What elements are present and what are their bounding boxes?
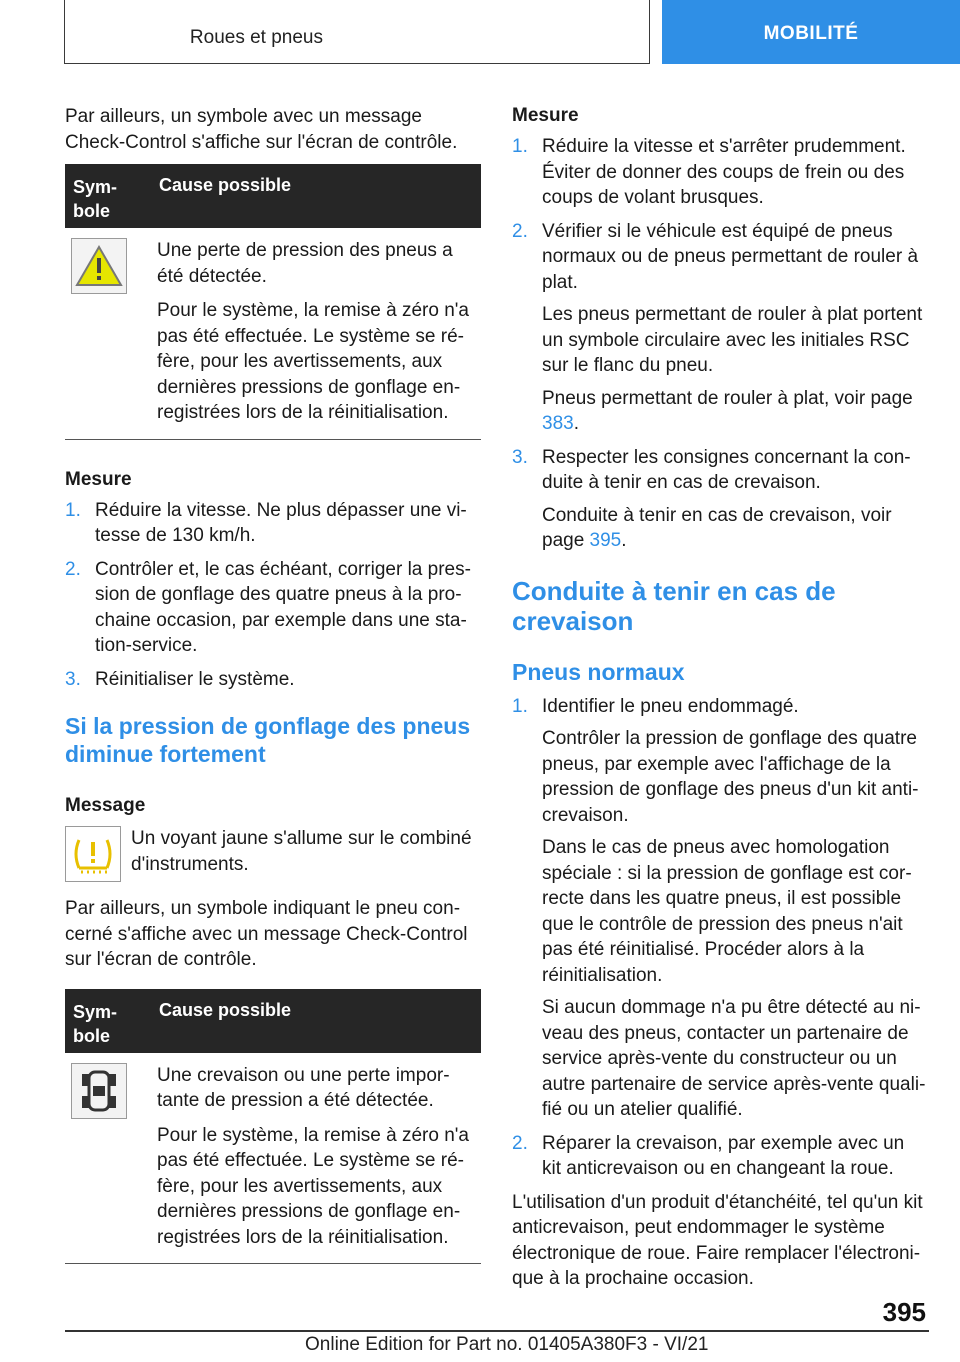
section-heading: Conduite à tenir en cas de crevaison — [512, 575, 836, 636]
intro-text: Par ailleurs, un symbole avec un message Check-Control s'affiche sur l'écran de contrôle. — [65, 106, 458, 153]
symbol-table-1 — [65, 164, 481, 440]
col-symbol-header: Sym- bole — [73, 1001, 118, 1046]
warning-triangle-icon — [71, 238, 127, 294]
list-item: 2. Vérifier si le véhicule est équipé de pneus normaux ou de pneus permettant de rouler à plat. Les pneus permettant de rouler à plat portent un symbole circulaire avec les initiales RSC sur le flanc du pneu. Pneus permettant de rouler à plat, voir page 383. — [512, 220, 923, 434]
list-item: 1. Réduire la vitesse et s'arrêter prudemment. Éviter de donner des coups de frein ou des coups de volant brusques. — [512, 136, 906, 208]
cause-text: Une crevaison ou une perte importante de pression a été détectée. — [157, 1064, 450, 1111]
col-cause-header: Cause possible — [159, 175, 292, 195]
tire-pressure-warning-icon — [65, 826, 121, 882]
table-header — [65, 164, 481, 228]
table-row — [65, 1053, 481, 1265]
section-heading: Si la pression de gonflage des pneus diminue fortement — [65, 713, 471, 767]
col-symbol-header: Sym- bole — [73, 177, 118, 221]
page-link[interactable]: 383 — [542, 413, 574, 434]
table-header — [65, 989, 481, 1053]
list-item: 1. Identifier le pneu endommagé. Contrôler la pression de gonflage des quatre pneus, par exemple avec l'affichage de la pression de gonflage des pneus d'un kit anticrevaison. Dans le cas de pneus avec homologation spéciale : si la pression de gonflage est correcte dans les quatre pneus, il est possible que le contrôle de pression des pneus n'ait pas été réinitialisé. Procéder alors à la réinitialisation. Si aucun dommage n'a pu être détecté au niveau des pneus, contacter un partenaire de service après-vente du constructeur ou un autre partenaire de service après-vente qualifié ou un atelier qualifié. — [512, 695, 926, 1120]
right-column — [512, 104, 928, 1301]
footer-edition: Online Edition for Part no. 01405A380F3 - VI/21 — [305, 1334, 709, 1355]
cause-text: Pour le système, la remise à zéro n'a pas été effectuée. Le système se réfère, pour les avertissements, aux dernières pressions de gonflage enregistrées lors de la réinitialisation. — [157, 1124, 469, 1248]
subsection-heading: Pneus normaux — [512, 658, 685, 685]
list-item: 3. Réinitialiser le système. — [65, 668, 295, 690]
mesure-title: Mesure — [65, 468, 132, 490]
list-item: 2. Réparer la crevaison, par exemple avec un kit anticrevaison ou en changeant la roue. — [512, 1132, 905, 1179]
list-item: 2. Contrôler et, le cas échéant, corriger la pression de gonflage des quatre pneus à la prochaine occasion, par exemple dans une station-service. — [65, 558, 471, 656]
list-item: 3. Respecter les consignes concernant la conduite à tenir en cas de crevaison. Conduite à tenir en cas de crevaison, voir page 395. — [512, 446, 911, 551]
closing-text: L'utilisation d'un produit d'étanchéité, tel qu'un kit anticrevaison, peut endommager le système électronique de roue. Faire remplacer l'électronique à la prochaine occasion. — [512, 1191, 923, 1289]
note-text: Par ailleurs, un symbole indiquant le pneu concerné s'affiche avec un message Check-Control sur l'écran de contrôle. — [65, 898, 468, 970]
footer-divider — [65, 1330, 929, 1332]
cause-text: Une perte de pression des pneus a été détectée. — [157, 240, 453, 287]
symbol-table-2 — [65, 989, 481, 1265]
cause-text: Pour le système, la remise à zéro n'a pas été effectuée. Le système se réfère, pour les avertissements, aux dernières pressions de gonflage enregistrées lors de la réinitialisation. — [157, 300, 469, 423]
car-tire-icon — [71, 1063, 127, 1119]
header-frame — [64, 0, 650, 64]
left-column — [65, 104, 481, 1264]
list-item: 1. Réduire la vitesse. Ne plus dépasser une vitesse de 130 km/h. — [65, 499, 467, 546]
table-row — [65, 228, 481, 440]
message-text: Un voyant jaune s'allume sur le combiné d'instruments. — [131, 828, 472, 875]
page-link[interactable]: 395 — [589, 530, 622, 551]
mesure-title: Mesure — [512, 105, 579, 126]
page-number: 395 — [882, 1297, 926, 1327]
message-title: Message — [65, 795, 146, 816]
chapter-tab[interactable]: MOBILITÉ — [662, 0, 960, 64]
col-cause-header: Cause possible — [159, 999, 292, 1020]
message-row — [65, 826, 481, 882]
section-title: Roues et pneus — [189, 27, 323, 48]
